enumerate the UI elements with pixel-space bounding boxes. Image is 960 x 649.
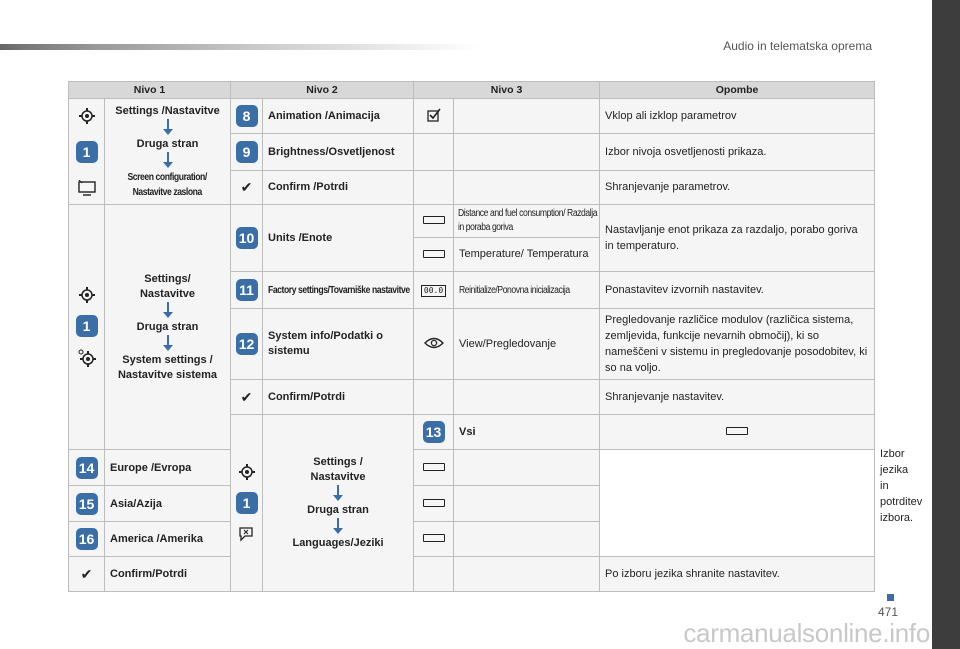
level1-druga-stran: Druga stran	[136, 137, 199, 150]
level2-confirm: Confirm/Potrdi	[105, 557, 231, 592]
level2-vsi: Vsi	[454, 415, 600, 450]
gear-icon	[79, 287, 95, 303]
settings-table	[68, 81, 923, 592]
level2-america: America /Amerika	[105, 522, 231, 557]
row-number	[231, 205, 263, 272]
level2-animation: Animation /Animacija	[263, 99, 414, 134]
level3-icon	[414, 309, 454, 380]
level2-units: Units /Enote	[263, 205, 414, 272]
level1-nastavitve-zaslona: Nastavitve zaslona	[132, 186, 203, 198]
page-edge-tab	[932, 0, 960, 649]
level2-confirm: Confirm/Potrdi	[263, 380, 414, 415]
number-badge: 11	[236, 279, 258, 301]
number-badge: 15	[76, 493, 98, 515]
table-row: 1 Settings / Nastavitve Druga stran Languages/Jeziki 13 Vsi Izbor jezika in potrditev izbora.	[69, 415, 875, 450]
system-gear-icon	[78, 349, 96, 367]
level3-text	[454, 522, 600, 557]
level3-temperature: Temperature/ Temperatura	[454, 238, 600, 272]
level1-languages: Languages/Jeziki	[292, 537, 384, 549]
level2-confirm: Confirm /Potrdi	[263, 170, 414, 204]
row-number	[69, 450, 105, 486]
header-opombe: Opombe	[600, 82, 875, 99]
table-header-row	[69, 82, 875, 99]
level3-icon	[414, 486, 454, 522]
level3-icon	[414, 205, 454, 238]
slot-icon	[423, 250, 445, 258]
group2-level1	[105, 205, 231, 450]
note-vklop: Vklop ali izklop parametrov	[600, 99, 875, 134]
level-badge-1: 1	[76, 315, 98, 337]
level3-icon	[414, 522, 454, 557]
number-badge: 12	[236, 333, 258, 355]
group1-icons	[69, 99, 105, 205]
number-badge: 16	[76, 528, 98, 550]
note-pregledovanje: Pregledovanje različice modulov (različica sistema, zemljevida, funkcije nevarnih območij), ki so nameščeni v sistemu in pregledovanje posodobitev, ki so na voljo.	[600, 309, 875, 380]
level3-text	[454, 99, 600, 134]
slot-icon	[726, 427, 748, 435]
level2-europe: Europe /Evropa	[105, 450, 231, 486]
table-row	[69, 450, 875, 486]
level3-reinitialize: Reinitialize/Ponovna inicializacija	[454, 272, 600, 309]
number-badge: 13	[423, 421, 445, 443]
level3-icon	[414, 380, 454, 415]
level1-settings: Settings/	[144, 272, 191, 285]
note-enote: Nastavljanje enot prikaza za razdaljo, porabo goriva in temperaturo.	[600, 205, 875, 272]
level2-brightness: Brightness/Osvetljenost	[263, 134, 414, 170]
level2-asia: Asia/Azija	[105, 486, 231, 522]
group1-level1	[105, 99, 231, 205]
row-number	[231, 134, 263, 170]
header-nivo-1: Nivo 1	[69, 82, 231, 99]
chapter-title: Audio in telematska oprema	[723, 39, 872, 53]
row-number	[231, 309, 263, 380]
level1-nastavitve: Nastavitve	[139, 287, 196, 300]
row-number	[414, 415, 454, 450]
level3-text	[454, 450, 600, 486]
level3-icon	[414, 557, 454, 592]
down-arrow-icon	[107, 152, 228, 170]
level1-nastavitve: Nastavitve	[310, 471, 366, 483]
number-badge: 8	[236, 105, 258, 127]
note-osvetljenost: Izbor nivoja osvetljenosti prikaza.	[600, 134, 875, 170]
table-row	[69, 99, 875, 134]
confirm-check	[231, 380, 263, 415]
group3-icons	[231, 415, 263, 592]
level3-text	[454, 170, 600, 204]
checkmark-icon: ✔	[240, 178, 253, 195]
level1-screen-configuration: Screen configuration/	[127, 171, 208, 183]
note-po-izboru: Po izboru jezika shranite nastavitev.	[600, 557, 875, 592]
level1-nastavitve-sistema: Nastavitve sistema	[117, 368, 218, 381]
number-badge: 14	[76, 457, 98, 479]
level3-text	[454, 557, 600, 592]
language-icon	[238, 526, 256, 542]
level1-settings: Settings /	[313, 456, 363, 468]
table-row	[69, 486, 875, 522]
slot-icon	[423, 534, 445, 542]
level3-text	[454, 380, 600, 415]
level2-system-info: System info/Podatki o sistemu	[263, 309, 414, 380]
checkmark-icon: ✔	[240, 388, 253, 405]
down-arrow-icon	[107, 302, 228, 320]
row-number	[231, 272, 263, 309]
level1-settings: Settings /Nastavitve	[115, 104, 220, 117]
eye-icon	[424, 337, 444, 349]
slot-icon	[423, 463, 445, 471]
down-arrow-icon	[265, 518, 411, 536]
level3-distance: Distance and fuel consumption/ Razdalja in poraba goriva	[454, 205, 600, 238]
page-marker	[887, 594, 894, 601]
level3-icon	[414, 450, 454, 486]
down-arrow-icon	[265, 485, 411, 503]
level1-druga-stran: Druga stran	[136, 320, 199, 333]
down-arrow-icon	[107, 119, 228, 137]
level3-icon	[600, 415, 875, 450]
table-row	[69, 557, 875, 592]
header-gradient-bar	[0, 44, 480, 50]
table-row	[69, 205, 875, 238]
level3-icon	[414, 238, 454, 272]
group3-level1	[263, 415, 414, 592]
row-number	[69, 522, 105, 557]
down-arrow-icon	[107, 335, 228, 353]
level3-icon	[414, 170, 454, 204]
note-ponastavitev: Ponastavitev izvornih nastavitev.	[600, 272, 875, 309]
note-shranjevanje: Shranjevanje parametrov.	[600, 170, 875, 204]
row-number	[69, 486, 105, 522]
number-badge: 9	[236, 141, 258, 163]
slot-icon	[423, 499, 445, 507]
number-badge: 10	[236, 227, 258, 249]
level1-druga-stran: Druga stran	[307, 504, 369, 516]
confirm-check	[69, 557, 105, 592]
slot-icon	[423, 216, 445, 224]
level3-icon	[414, 99, 454, 134]
gear-icon	[79, 108, 95, 124]
checkbox-icon	[427, 108, 441, 122]
watermark: carmanualsonline.info	[683, 618, 930, 648]
confirm-check	[231, 170, 263, 204]
screen-icon	[78, 180, 96, 196]
level3-text	[454, 134, 600, 170]
checkmark-icon: ✔	[80, 565, 93, 582]
level-badge-1: 1	[236, 492, 258, 514]
group2-icons	[69, 205, 105, 450]
level3-icon	[414, 272, 454, 309]
page-number: 471	[877, 605, 898, 619]
header-nivo-3: Nivo 3	[414, 82, 600, 99]
gear-icon	[239, 464, 255, 480]
level-badge-1: 1	[76, 141, 98, 163]
level3-text	[454, 486, 600, 522]
level1-system-settings: System settings /	[122, 353, 213, 366]
level3-icon	[414, 134, 454, 170]
note-shranjevanje-nastavitev: Shranjevanje nastavitev.	[600, 380, 875, 415]
row-number	[231, 99, 263, 134]
level3-view: View/Pregledovanje	[454, 309, 600, 380]
reset-icon: 00.0	[421, 285, 446, 297]
level2-factory: Factory settings/Tovarniške nastavitve	[263, 272, 414, 309]
header-nivo-2: Nivo 2	[231, 82, 414, 99]
table-row	[69, 522, 875, 557]
